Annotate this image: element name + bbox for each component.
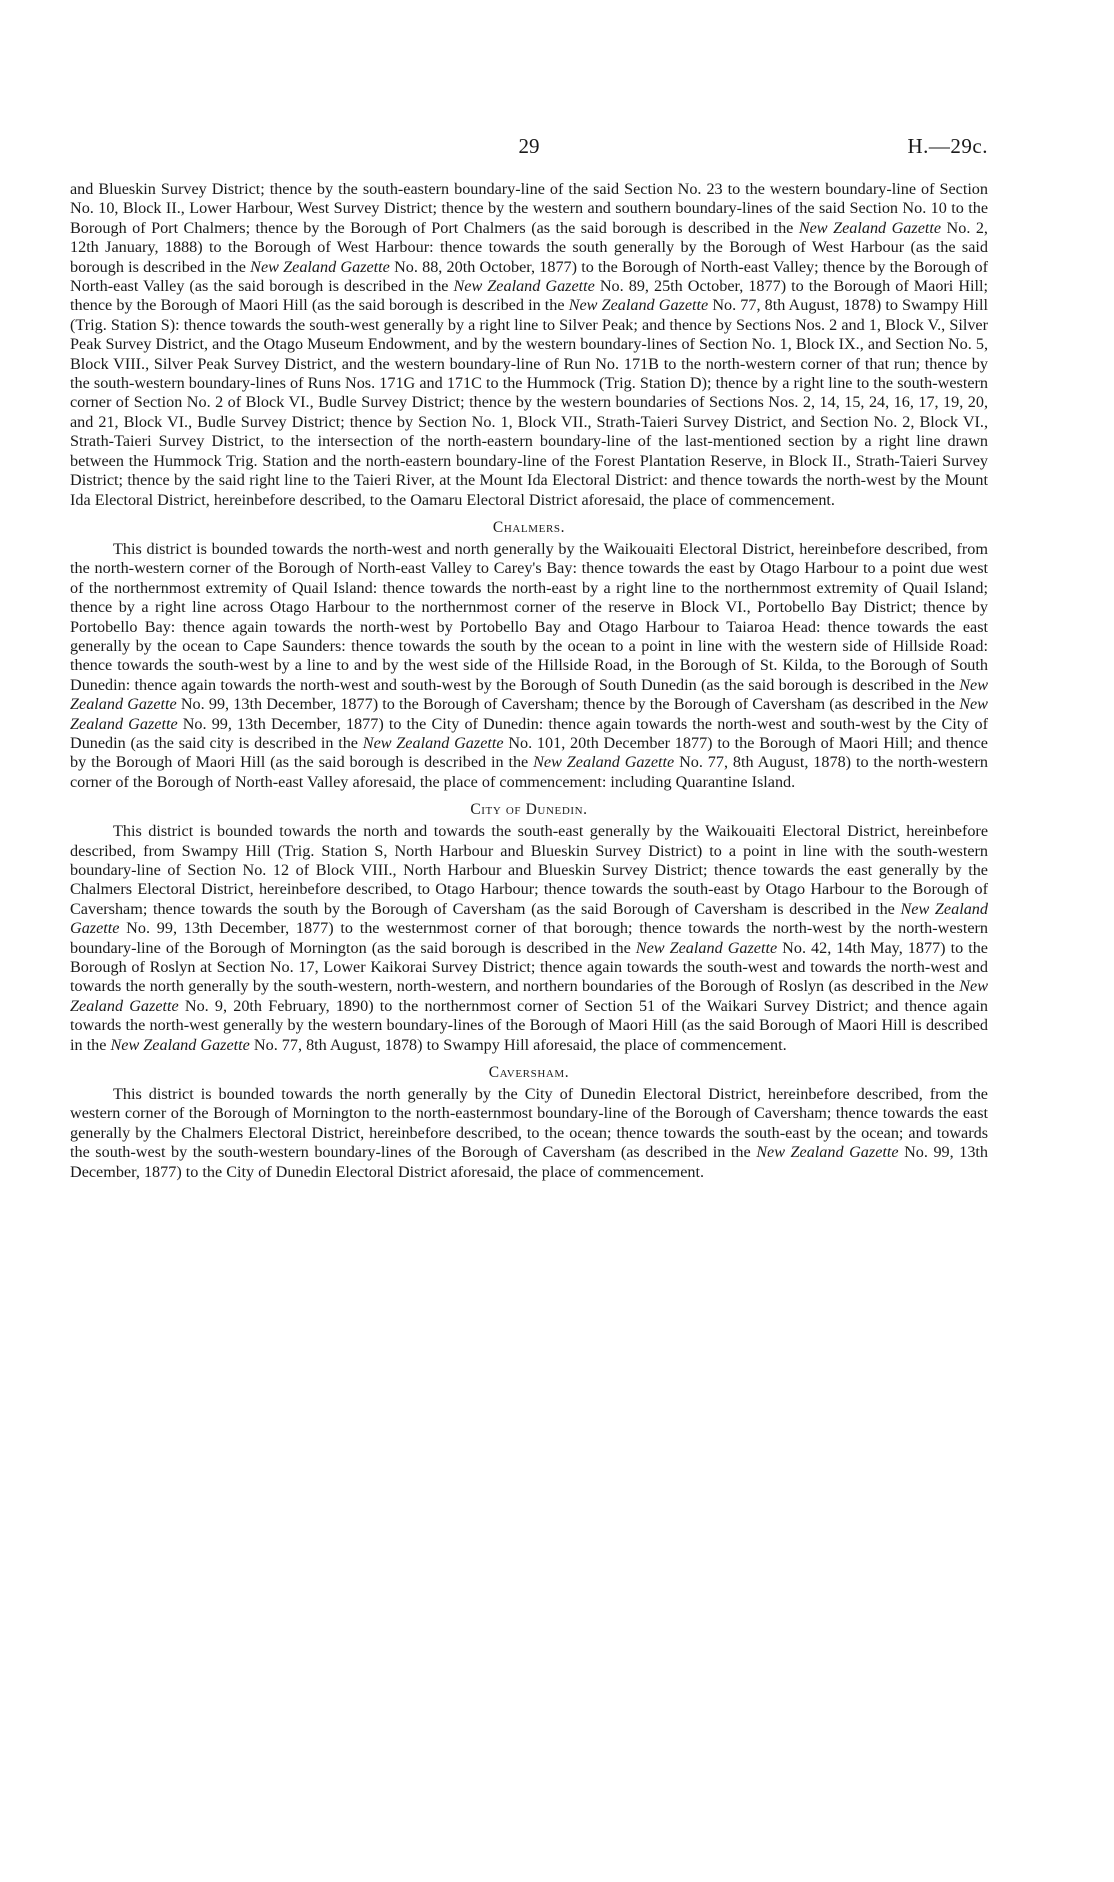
section-heading-caversham: Caversham.: [488, 1064, 570, 1082]
gazette-title: New Zealand Gazette: [756, 1143, 899, 1162]
gazette-title: New Zealand Gazette: [362, 733, 504, 752]
gazette-title: New Zealand Gazette: [568, 296, 709, 315]
gazette-title: New Zealand Gazette: [70, 695, 988, 733]
continuation-paragraph: and Blueskin Survey District; thence by the south-eastern boundary-line of the said Section No. 23 to the western boundary-line of Section No. 10, Block II., Lower Harbour, West Survey District; thence by the western and southern boundary-lines of the said Section No. 10 to the Borough of Port Chalmers; thence by the Borough of Port Chalmers (as the said borough is described in the New Zealand Gazette No. 2, 12th January, 1888) to the Borough of West Harbour: thence towards the south generally by the Borough of West Harbour (as the said borough is described in the New Zealand Gazette No. 88, 20th October, 1877) to the Borough of North-east Valley; thence by the Borough of North-east Valley (as the said borough is described in the New Zealand Gazette No. 89, 25th October, 1877) to the Borough of Maori Hill; thence by the Borough of Maori Hill (as the said borough is described in the New Zealand Gazette No. 77, 8th August, 1878) to Swampy Hill (Trig. Station S): thence towards the south-west generally by a right line to Silver Peak; and thence by Sections Nos. 2 and 1, Block V., Silver Peak Survey District, and the Otago Museum Endowment, and by the western boundary-lines of Section No. 1, Block IX., and Section No. 5, Block VIII., Silver Peak Survey District, and the western boundary-line of Run No. 171B to the north-western corner of that run; thence by the south-western boundary-lines of Runs Nos. 171G and 171C to the Hummock (Trig. Station D); thence by a right line to the south-western corner of Section No. 2 of Block VI., Budle Survey District; thence by the western boundaries of Sections Nos. 2, 14, 15, 24, 16, 17, 19, 20, and 21, Block VI., Budle Survey District; thence by Section No. 1, Block VII., Strath-Taieri Survey District, and Section No. 2, Block VI., Strath-Taieri Survey District, to the intersection of the north-eastern boundary-line of the last-mentioned section by a right line drawn between the Hummock Trig. Station and the north-eastern boundary-line of the Forest Plantation Reserve, in Block II., Strath-Taieri Survey District; thence by the said right line to the Taieri River, at the Mount Ida Electoral District: and thence towards the north-west by the Mount Ida Electoral District, hereinbefore described, to the Oamaru Electoral District aforesaid, the place of commencement.: [70, 180, 989, 509]
chalmers-paragraph: This district is bounded towards the north-west and north generally by the Waikouaiti Electoral District, hereinbefore described, from the north-western corner of the Borough of North-east Valley to Carey's Bay: thence towards the east by Otago Harbour to a point due west of the northernmost extremity of Quail Island: thence towards the north-east by a right line to the northernmost extremity of Quail Island; thence by a right line across Otago Harbour to the northernmost corner of the reserve in Block VI., Portobello Bay District; thence by Portobello Bay: thence again towards the north-west by Portobello Bay and Otago Harbour to Taiaroa Head: thence towards the east generally by the ocean to Cape Saunders: thence towards the south by the ocean to a point in line with the western side of Hillside Road: thence towards the south-west by a line to and by the west side of the Hillside Road, in the Borough of St. Kilda, to the Borough of South Dunedin: thence again towards the north-west and south-west by the Borough of South Dunedin (as the said borough is described in the New Zealand Gazette No. 99, 13th December, 1877) to the Borough of Caversham; thence by the Borough of Caversham (as described in the New Zealand Gazette No. 99, 13th December, 1877) to the City of Dunedin: thence again towards the north-west and south-west by the City of Dunedin (as the said city is described in the New Zealand Gazette No. 101, 20th December 1877) to the Borough of Maori Hill; and thence by the Borough of Maori Hill (as the said borough is described in the New Zealand Gazette No. 77, 8th August, 1878) to the north-western corner of the Borough of North-east Valley aforesaid, the place of commencement: including Quarantine Island.: [70, 539, 988, 791]
gazette-title: New Zealand Gazette: [70, 977, 988, 1015]
caversham-paragraph: This district is bounded towards the north generally by the City of Dunedin Electoral District, hereinbefore described, from the western corner of the Borough of Mornington to the north-easternmost boundary-line of the Borough of Caversham; thence towards the east generally by the Chalmers Electoral District, hereinbefore described, to the ocean; thence towards the south-east by the ocean; and towards the south-west by the south-western boundary-lines of the Borough of Caversham (as described in the New Zealand Gazette No. 99, 13th December, 1877) to the City of Dunedin Electoral District aforesaid, the place of commencement.: [70, 1085, 989, 1181]
section-heading-city-of-dunedin: City of Dunedin.: [470, 801, 588, 819]
gazette-title: New Zealand Gazette: [110, 1035, 250, 1054]
gazette-title: New Zealand Gazette: [70, 675, 988, 714]
gazette-title: New Zealand Gazette: [250, 257, 390, 276]
gazette-title: New Zealand Gazette: [70, 899, 988, 938]
gazette-title: New Zealand Gazette: [453, 277, 595, 296]
gazette-title: New Zealand Gazette: [635, 938, 778, 957]
document-body: [70, 180, 988, 1182]
running-head: [70, 134, 988, 164]
page-number: 29: [518, 134, 540, 158]
city-of-dunedin-paragraph: This district is bounded towards the north and towards the south-east generally by the Waikouaiti Electoral District, hereinbefore described, from Swampy Hill (Trig. Station S, North Harbour and Blueskin Survey District) to a point in line with the south-western boundary-line of Section No. 12 of Block VIII., North Harbour and Blueskin Survey District; thence towards the east generally by the Chalmers Electoral District, hereinbefore described, to Otago Harbour; thence towards the south-east by Otago Harbour to the Borough of Caversham; thence towards the south by the Borough of Caversham (as the said Borough of Caversham is described in the New Zealand Gazette No. 99, 13th December, 1877) to the westernmost corner of that borough; thence towards the north-west by the north-western boundary-line of the Borough of Mornington (as the said borough is described in the New Zealand Gazette No. 42, 14th May, 1877) to the Borough of Roslyn at Section No. 17, Lower Kaikorai Survey District; thence again towards the south-west and towards the north-west and towards the north generally by the south-western, north-western, and northern boundaries of the Borough of Roslyn (as described in the New Zealand Gazette No. 9, 20th February, 1890) to the northernmost corner of Section 51 of the Waikari Survey District; and thence again towards the north-west generally by the western boundary-lines of the Borough of Maori Hill (as the said Borough of Maori Hill is described in the New Zealand Gazette No. 77, 8th August, 1878) to Swampy Hill aforesaid, the place of commencement.: [70, 822, 988, 1054]
gazette-title: New Zealand Gazette: [798, 218, 942, 237]
paper-reference: H.—29c.: [907, 134, 988, 158]
gazette-title: New Zealand Gazette: [533, 753, 675, 772]
section-heading-chalmers: Chalmers.: [492, 518, 566, 536]
